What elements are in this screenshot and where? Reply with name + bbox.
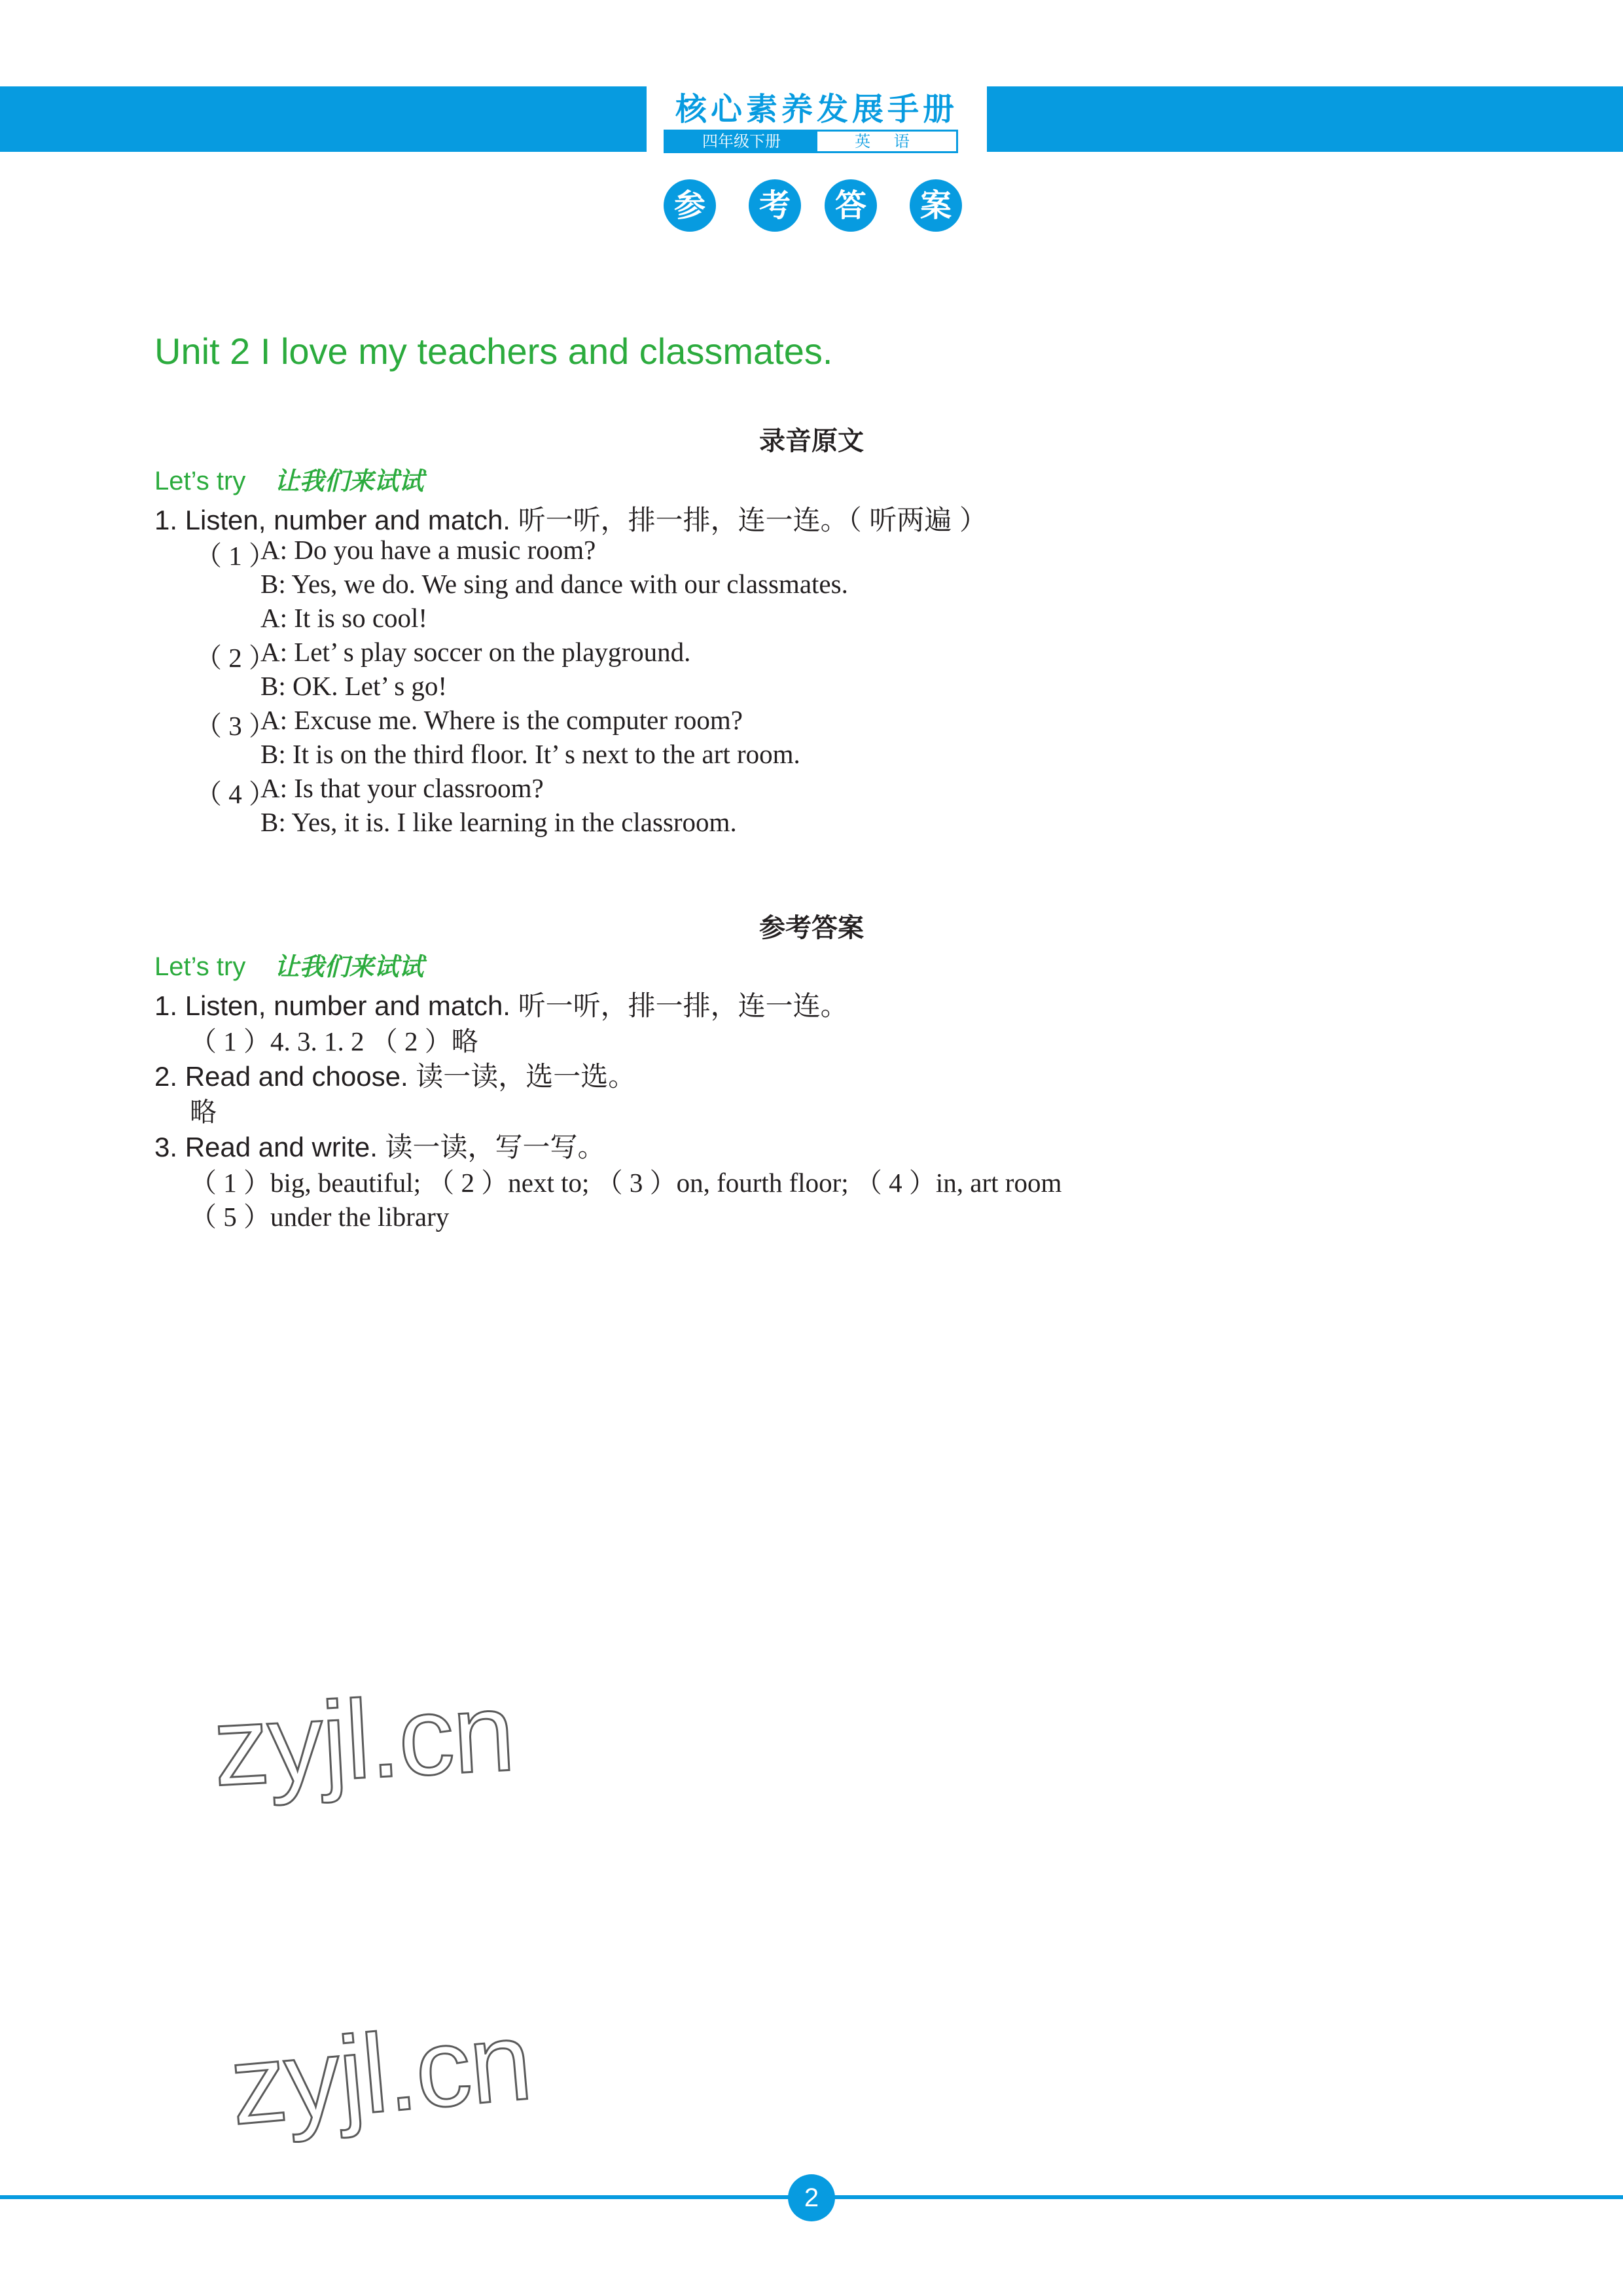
transcript-line: A: Is that your classroom? [260,773,544,803]
answer-1: （ 1 ）4. 3. 1. 2 （ 2 ）略 [190,1026,478,1056]
line-num: （ 3 ） [195,711,276,741]
watermark: zyjl.cn [210,1670,516,1810]
transcript-line: A: Excuse me. Where is the computer room? [260,705,743,735]
title-char-4: 案 [910,179,962,232]
transcript-line: B: OK. Let’ s go! [260,671,448,701]
page-number: 2 [788,2174,835,2221]
title-char-2: 考 [749,179,801,232]
lets-try-en: Let’s try [154,952,246,981]
answer-3-line-2: （ 5 ）under the library [190,1202,450,1232]
title-char-3: 答 [825,179,877,232]
transcript-heading: 录音原文 [759,425,864,456]
transcript-line: B: Yes, it is. I like learning in the classroom. [260,807,737,837]
lets-try-cn: 让我们来试试 [274,466,424,495]
grade-label: 四年级下册 [666,132,817,151]
lets-try-en: Let’s try [154,467,246,495]
header-band-left [0,86,647,152]
book-title: 核心素养发展手册 [675,91,958,128]
transcript-line: B: Yes, we do. We sing and dance with our classmates. [260,569,848,599]
title-char-1: 参 [664,179,716,232]
answers-heading: 参考答案 [759,912,864,943]
transcript-line: A: Do you have a music room? [260,535,596,565]
transcript-question: 1. Listen, number and match. 听一听，排一排，连一连。（ 听两遍 ） [154,505,987,535]
line-num: （ 4 ） [195,779,276,809]
header-band-right [987,86,1623,152]
answer-2: 略 [190,1097,217,1127]
line-num: （ 2 ） [195,643,276,673]
lets-try-label [154,946,423,982]
transcript-line: A: It is so cool! [260,603,428,633]
line-num: （ 1 ） [195,541,276,571]
lets-try-cn: 让我们来试试 [274,952,424,981]
subject-label: 英 语 [855,132,919,151]
unit-title: Unit 2 I love my teachers and classmates. [154,331,833,372]
answer-question-1: 1. Listen, number and match. 听一听，排一排，连一连。 [154,990,848,1021]
lets-try-label [154,461,423,497]
answer-3-line-1: （ 1 ）big, beautiful; （ 2 ）next to; （ 3 ）on, fourth floor; （ 4 ）in, art room [190,1168,1062,1198]
transcript-line: B: It is on the third floor. It’ s next to the art room. [260,739,800,769]
transcript-line: A: Let’ s play soccer on the playground. [260,637,691,667]
answer-question-3: 3. Read and write. 读一读，写一写。 [154,1132,605,1162]
watermark: zyjl.cn [225,1998,535,2149]
answer-question-2: 2. Read and choose. 读一读，选一选。 [154,1061,636,1092]
grade-subject-box [664,130,958,153]
answer-key-title [661,179,962,237]
